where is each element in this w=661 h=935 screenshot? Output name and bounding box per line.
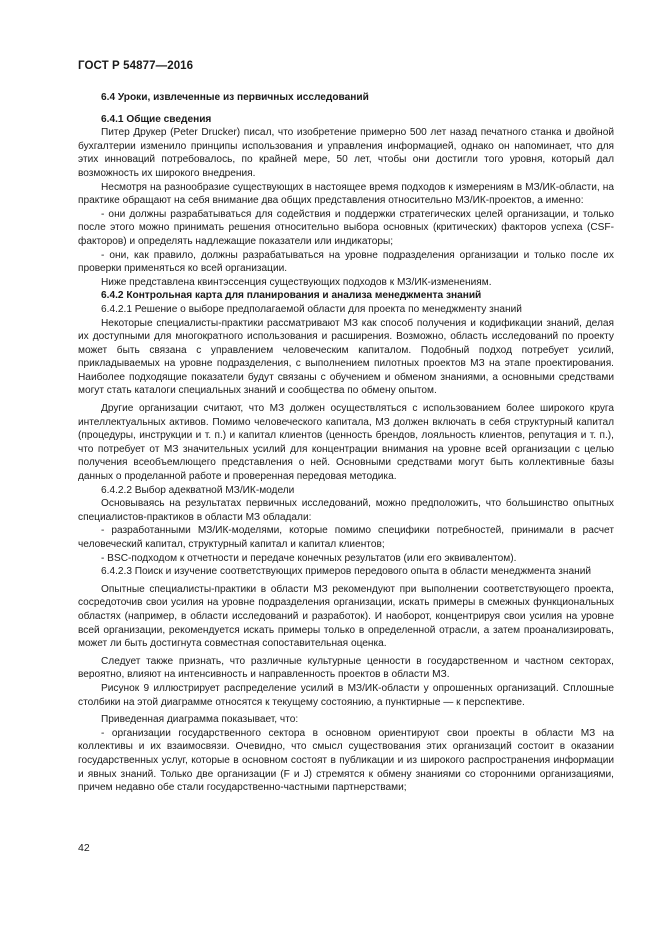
list-item: - организации государственного сектора в основном ориентируют свои проекты в области МЗ на коллективы и их взаимосвязи. Очевидно, что смысл существования этих организаций состоит в оказании государственных услуг, которые в основном состоят в публикации и из широкого распространения информации и явных знаний. Только две организации (F и J) стремятся к обмену знаниями со сторонними организациями, причем недавно обе стали государственно-частными партнерствами;: [78, 727, 614, 794]
paragraph: Рисунок 9 иллюстрирует распределение усилий в МЗ/ИК-области у опрошенных организаций. Сплошные столбики на этой диаграмме относятся к текущему состоянию, а пунктирные — к перспективе.: [78, 682, 614, 708]
list-item: - разработанными МЗ/ИК-моделями, которые помимо специфики потребностей, принимали в расчет человеческий капитал, структурный капитал и капитал клиентов;: [78, 525, 614, 550]
paragraph: Несмотря на разнообразие существующих в настоящее время подходов к измерениям в МЗ/ИК-области, на практике обращают на себя внимание два общих представления относительно МЗ/ИК-проектов, а именно:: [78, 181, 614, 207]
list-item: - они должны разрабатываться для содействия и поддержки стратегических целей организации, и только после этого можно принимать решения относительно выбора основных (критических) факторов успеха (CSF-факторов) и определять надлежащие показатели или индикаторы;: [78, 208, 614, 247]
paragraph: Другие организации считают, что МЗ должен осуществляться с использованием более широкого круга интеллектуальных активов. Помимо человеческого капитала, МЗ должен включать в себя структурный капитал (процедуры, инструкции и т. п.) и капитал клиентов (ценность брендов, лояльность клиентов, репутация и т. п.), что потребует от МЗ значительных усилий для концентрации внимания на уровне всей организации с целью получения всеобъемлющего представления о ней. Основными средствами могут быть коллективные базы данных о проделанной работе и проверенная передовая методика.: [78, 403, 614, 483]
paragraph: Основываясь на результатах первичных исследований, можно предположить, что большинство опытных специалистов-практиков в области МЗ обладали:: [78, 498, 614, 523]
paragraph: Приведенная диаграмма показывает, что:: [101, 714, 299, 726]
page-number: 42: [78, 842, 90, 854]
list-item: - они, как правило, должны разрабатываться на уровне подразделения организации и только после их проверки применяться ко всей организации.: [78, 249, 614, 275]
paragraph: Следует также признать, что различные культурные ценности в государственном и частном секторах, вероятно, влияют на интенсивность и направленность проектов в области МЗ.: [78, 655, 614, 681]
list-item: - BSC-подходом к отчетности и передаче конечных результатов (или его эквивалентом).: [101, 552, 517, 564]
paragraph: Ниже представлена квинтэссенция существующих подходов к МЗ/ИК-изменениям.: [101, 276, 492, 288]
subsection-heading-6-4-2: 6.4.2 Контрольная карта для планирования и анализа менеджмента знаний: [101, 290, 482, 302]
section-heading-6-4: 6.4 Уроки, извлеченные из первичных исследований: [101, 92, 369, 103]
clause-heading-6-4-2-1: 6.4.2.1 Решение о выборе предполагаемой области для проекта по менеджменту знаний: [101, 303, 522, 315]
body-text: [78, 91, 614, 795]
paragraph: Некоторые специалисты-практики рассматривают МЗ как способ получения и кодификации знаний, делая их доступными для многократного использования и расширения. Возможно, область исследований по проекту может быть связана с управлением человеческим капиталом. Подобный подход потребует усилий, прикладываемых на уровне подразделения, с выполнением пилотных проектов МЗ на этапе проектирования. Наиболее подходящие показатели будут связаны с обучением и обменом знаниями, а основными средствами могут стать каталоги специальных знаний и сообщества по обмену опытом.: [78, 317, 614, 397]
clause-heading-6-4-2-2: 6.4.2.2 Выбор адекватной МЗ/ИК-модели: [101, 484, 295, 496]
paragraph: Питер Друкер (Peter Drucker) писал, что изобретение примерно 500 лет назад печатного станка и двойной бухгалтерии изменило принципы использования и управления информацией, однако он напоминает, что для этих инноваций потребовалось, по крайней мере, 50 лет, чтобы они достигли того уровня, который дал возможность их широкого внедрения.: [78, 127, 614, 179]
standard-header: ГОСТ Р 54877—2016: [78, 60, 194, 72]
clause-heading-6-4-2-3: 6.4.2.3 Поиск и изучение соответствующих примеров передового опыта в области менеджмента знаний: [101, 566, 592, 578]
paragraph: Опытные специалисты-практики в области МЗ рекомендуют при выполнении соответствующего проекта, сосредоточив свои усилия на уровне подразделения организации, искать примеры в смежных функциональных областях (например, в области исследований и разработок). И наоборот, концентрируя свои усилия на уровне всей организации, рекомендуется искать примеры только в определенной отрасли, а затем проанализировать, может ли быть достигнута совместная сопоставительная оценка.: [78, 583, 614, 650]
subsection-heading-6-4-1: 6.4.1 Общие сведения: [101, 113, 212, 125]
